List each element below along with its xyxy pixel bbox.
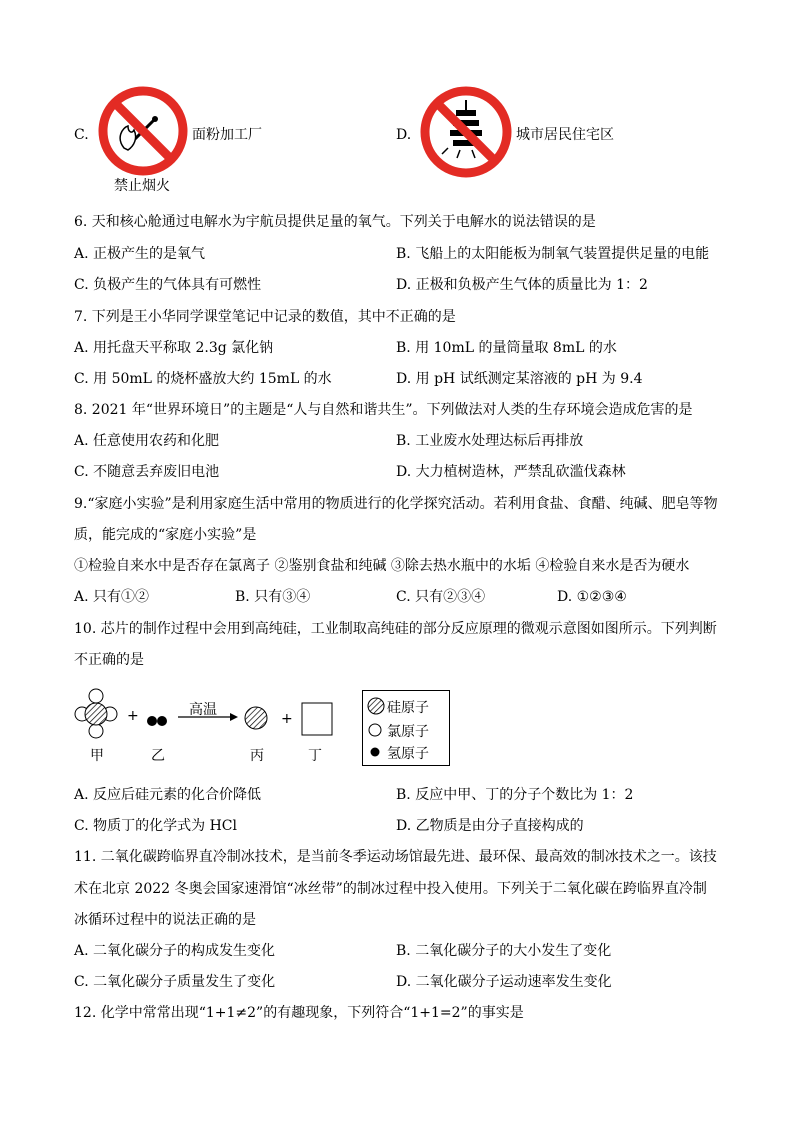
q9-stem-line1: 9.“家庭小实验”是利用家庭生活中常用的物质进行的化学探究活动。若利用食盐、食醋、纯碱、肥皂等物 [74, 496, 718, 512]
molecule-jia [75, 689, 117, 738]
molecule-ding-box [302, 703, 332, 735]
q8-stem: 8. 2021 年“世界环境日”的主题是“人与自然和谐共生”。下列做法对人类的生存环境会造成危害的是 [74, 402, 693, 418]
q7-option-d: D. 用 pH 试纸测定某溶液的 pH 为 9.4 [396, 371, 643, 387]
option-c-label: C. [74, 127, 89, 143]
no-fire-sign-icon [98, 86, 188, 176]
reaction-condition: 高温 [189, 702, 217, 718]
label-jia: 甲 [90, 748, 104, 764]
q7-option-b: B. 用 10mL 的量筒量取 8mL 的水 [396, 340, 617, 356]
q11-stem-line3: 冰循环过程中的说法正确的是 [74, 912, 256, 928]
plus-sign-1: + [127, 708, 139, 724]
molecule-yi [147, 716, 167, 726]
q9-option-a: A. 只有①② [74, 589, 150, 605]
plus-sign-2: + [281, 711, 293, 727]
q6-option-b: B. 飞船上的太阳能板为制氧气装置提供足量的电能 [396, 246, 710, 262]
q8-option-a: A. 任意使用农药和化肥 [74, 433, 220, 449]
q10-stem-line1: 10. 芯片的制作过程中会用到高纯硅，工业制取高纯硅的部分反应原理的微观示意图如图所示。下列判断 [74, 621, 717, 637]
legend-si-icon [368, 698, 384, 714]
molecule-bing [245, 707, 267, 729]
sign-caption: 禁止烟火 [114, 178, 170, 194]
q11-option-b: B. 二氧化碳分子的大小发生了变化 [396, 943, 612, 959]
q6-option-c: C. 负极产生的气体具有可燃性 [74, 277, 262, 293]
q9-stem-line2: 质，能完成的“家庭小实验”是 [74, 527, 257, 543]
q10-option-b: B. 反应中甲、丁的分子个数比为 1：2 [396, 787, 634, 803]
q12-stem: 12. 化学中常常出现“1+1≠2”的有趣现象，下列符合“1+1=2”的事实是 [74, 1005, 524, 1021]
legend-si-label: 硅原子 [387, 700, 429, 716]
q9-option-b: B. 只有③④ [235, 589, 311, 605]
q10-stem-line2: 不正确的是 [74, 652, 144, 668]
label-bing: 丙 [250, 748, 264, 764]
q7-option-a: A. 用托盘天平称取 2.3g 氯化钠 [74, 340, 274, 356]
q10-option-a: A. 反应后硅元素的化合价降低 [74, 787, 262, 803]
label-yi: 乙 [151, 748, 165, 764]
no-firecracker-sign-icon [420, 86, 512, 178]
q10-option-c: C. 物质丁的化学式为 HCl [74, 818, 237, 834]
legend-h-label: 氢原子 [387, 746, 429, 762]
q7-option-c: C. 用 50mL 的烧杯盛放大约 15mL 的水 [74, 371, 332, 387]
q8-option-b: B. 工业废水处理达标后再排放 [396, 433, 584, 449]
q11-stem-line2: 术在北京 2022 冬奥会国家速滑馆“冰丝带”的制冰过程中投入使用。下列关于二氧化碳在跨临界直冷制 [74, 881, 707, 897]
option-d-label: D. [396, 127, 412, 143]
q6-option-d: D. 正极和负极产生气体的质量比为 1：2 [396, 277, 648, 293]
q11-option-c: C. 二氧化碳分子质量发生了变化 [74, 974, 276, 990]
option-d-place: 城市居民住宅区 [516, 127, 614, 143]
q11-stem-line1: 11. 二氧化碳跨临界直冷制冰技术，是当前冬季运动场馆最先进、最环保、最高效的制冰技术之一。该技 [74, 849, 717, 865]
diagram-legend [362, 690, 450, 766]
q9-option-c: C. 只有②③④ [396, 589, 486, 605]
q8-option-d: D. 大力植树造林，严禁乱砍滥伐森林 [396, 464, 626, 480]
option-c-place: 面粉加工厂 [192, 127, 262, 143]
q7-stem: 7. 下列是王小华同学课堂笔记中记录的数值，其中不正确的是 [74, 309, 456, 325]
q6-option-a: A. 正极产生的是氧气 [74, 246, 206, 262]
q9-option-d: D. ①②③④ [557, 589, 627, 605]
q9-stem-line3: ①检验自来水中是否存在氯离子 ②鉴别食盐和纯碱 ③除去热水瓶中的水垢 ④检验自来水是否为硬水 [74, 558, 690, 574]
legend-cl-label: 氯原子 [387, 724, 429, 740]
q11-option-d: D. 二氧化碳分子运动速率发生变化 [396, 974, 612, 990]
legend-h-icon [371, 748, 380, 757]
legend-cl-icon [369, 724, 381, 736]
q6-stem: 6. 天和核心舱通过电解水为宇航员提供足量的氧气。下列关于电解水的说法错误的是 [74, 214, 596, 230]
q8-option-c: C. 不随意丢弃废旧电池 [74, 464, 220, 480]
q11-option-a: A. 二氧化碳分子的构成发生变化 [74, 943, 276, 959]
label-ding: 丁 [308, 748, 322, 764]
q10-option-d: D. 乙物质是由分子直接构成的 [396, 818, 584, 834]
